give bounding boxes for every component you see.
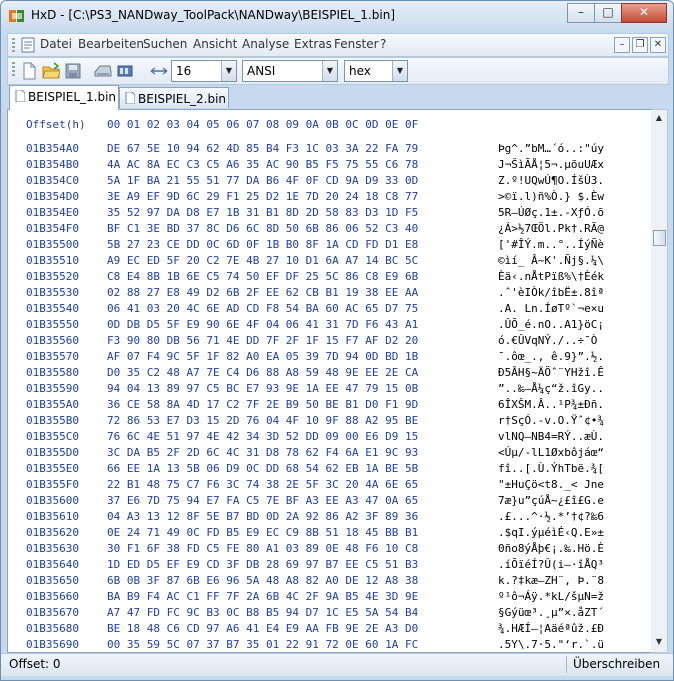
row-offset[interactable]: 01B35670: [26, 606, 79, 619]
row-hex-bytes[interactable]: 3E A9 EF 9D 6C 29 F1 25 D2 1E 7D 20 24 18 C8 77: [107, 190, 419, 203]
hxd-app-icon: [9, 9, 25, 23]
close-icon: ✕: [638, 5, 650, 19]
row-decoded-text[interactable]: .A. Ln.ÍøTº`¬e×u: [498, 302, 604, 315]
row-hex-bytes[interactable]: 76 6C 4E 51 97 4E 42 34 3D 52 DD 09 00 E6 D9 15: [107, 430, 419, 443]
row-decoded-text[interactable]: <Úµ/-lL1Øxbôjáœ“: [498, 446, 604, 459]
offset-column-header: Offset(h): [26, 118, 86, 131]
row-decoded-text[interactable]: .$qI.ýµéìÉ‹Q.E»±: [498, 526, 604, 539]
tab-label: BEISPIEL_2.bin: [138, 92, 227, 106]
row-offset[interactable]: 01B355B0: [26, 414, 79, 427]
close-icon: ✕: [653, 39, 663, 50]
bytes-per-row-value: 16: [176, 64, 192, 78]
title-bar[interactable]: [1, 1, 673, 31]
byte-column-headers: 00 01 02 03 04 05 06 07 08 09 0A 0B 0C 0D 0E 0F: [107, 118, 419, 131]
row-hex-bytes[interactable]: BF C1 3E BD 37 8C D6 6C 8D 50 6B 86 06 52 C3 40: [107, 222, 419, 235]
row-offset[interactable]: 01B354E0: [26, 206, 79, 219]
scroll-up-icon[interactable]: ▲: [655, 113, 663, 122]
row-offset[interactable]: 01B35690: [26, 638, 79, 651]
tab-beispiel-1[interactable]: [9, 85, 119, 110]
charset-value: ANSI: [247, 64, 276, 78]
row-offset[interactable]: 01B354F0: [26, 222, 79, 235]
chevron-down-icon[interactable]: ▼: [322, 61, 337, 81]
row-hex-bytes[interactable]: 3C DA B5 2F 2D 6C 4C 31 D8 78 62 F4 6A E1 9C 93: [107, 446, 419, 459]
row-offset[interactable]: 01B35530: [26, 286, 79, 299]
file-icon: [125, 92, 135, 104]
row-decoded-text[interactable]: ¿Á>½7ŒÖl.Pk†.RÃ@: [498, 222, 604, 235]
row-decoded-text[interactable]: ¯.ôœ_.‚ ê.9}”.½.: [498, 350, 604, 363]
row-offset[interactable]: 01B35620: [26, 526, 79, 539]
row-offset[interactable]: 01B35580: [26, 366, 79, 379]
restore-icon: ❐: [635, 39, 645, 50]
row-hex-bytes[interactable]: BE 18 48 C6 CD 97 A6 41 E4 E9 AA FB 9E 2E A3 D0: [107, 622, 419, 635]
row-hex-bytes[interactable]: 1D ED D5 EF E9 CD 3F DB 28 69 97 B7 EE C5 51 B3: [107, 558, 419, 571]
row-decoded-text[interactable]: 7æ}u”çúÅ~¿£î£G.e: [498, 494, 604, 507]
row-offset[interactable]: 01B355E0: [26, 462, 79, 475]
row-decoded-text[interactable]: k.?‡kæ–ZH¨‚ Þ.¨8: [498, 574, 604, 587]
row-offset[interactable]: 01B354C0: [26, 174, 79, 187]
row-hex-bytes[interactable]: 04 A3 13 12 8F 5E B7 BD 0D 2A 92 86 A2 3F 89 36: [107, 510, 419, 523]
row-decoded-text[interactable]: r†SçÓ.-v.O.Ÿˆ¢•¾: [498, 414, 604, 427]
bytes-per-row-icon: [150, 62, 168, 80]
row-offset[interactable]: 01B35520: [26, 270, 79, 283]
row-offset[interactable]: 01B355A0: [26, 398, 79, 411]
menu-extras[interactable]: Extras: [294, 37, 332, 51]
menu-bar: [7, 33, 669, 57]
row-hex-bytes[interactable]: 35 52 97 DA D8 E7 1B 31 B1 8D 2D 58 83 D3 1D F5: [107, 206, 419, 219]
row-hex-bytes[interactable]: 4A AC 8A EC C3 C5 A6 35 AC 90 B5 F5 75 55 C6 78: [107, 158, 419, 171]
row-decoded-text[interactable]: 5R—ÚØç.1±.-XƒÓ.õ: [498, 206, 604, 219]
status-separator: [566, 656, 567, 673]
window-title: HxD - [C:\PS3_NANDway_ToolPack\NANDway\BEISPIEL_1.bin]: [31, 8, 395, 22]
row-decoded-text[interactable]: ”..‰—Å¼ç“ž.îGy..: [498, 382, 604, 395]
row-hex-bytes[interactable]: D0 35 C2 48 A7 7E C4 D6 88 A8 59 48 9E EE 2E CA: [107, 366, 419, 379]
row-hex-bytes[interactable]: 37 E6 7D 75 94 E7 FA C5 7E BF A3 EE A3 47 0A 65: [107, 494, 419, 507]
row-decoded-text[interactable]: fî..[.Ù.ÝhTbë.¾[: [498, 462, 604, 475]
row-decoded-text[interactable]: ['#ÎÝ.m..°..ÍýÑè: [498, 238, 604, 251]
row-decoded-text[interactable]: .íÕïéÍ?Û(i—·îÅQ³: [498, 558, 604, 571]
row-offset[interactable]: 01B35650: [26, 574, 79, 587]
row-decoded-text[interactable]: "±HuÇö<t8._< Jne: [498, 478, 604, 491]
row-hex-bytes[interactable]: 6B 0B 3F 87 6B E6 96 5A 48 A8 82 A0 DE 12 A8 38: [107, 574, 419, 587]
mdi-minimize-button[interactable]: [614, 37, 630, 53]
status-edit-mode[interactable]: Überschreiben: [573, 657, 661, 671]
save-icon[interactable]: [64, 62, 82, 80]
row-decoded-text[interactable]: º¹ô¬Áÿ.*kL/šµN=ž: [498, 590, 604, 603]
row-decoded-text[interactable]: Þg^.”bM…´ó..:"úy: [498, 142, 604, 155]
row-offset[interactable]: 01B354B0: [26, 158, 79, 171]
row-offset[interactable]: 01B35540: [26, 302, 79, 315]
minimize-icon: –: [578, 5, 584, 19]
row-offset[interactable]: 01B35510: [26, 254, 79, 267]
row-hex-bytes[interactable]: C8 E4 8B 1B 6E C5 74 50 EF DF 25 5C 86 C8 E9 6B: [107, 270, 419, 283]
row-hex-bytes[interactable]: 06 41 03 20 4C 6E AD CD F8 54 BA 60 AC 65 D7 75: [107, 302, 419, 315]
minimize-icon: –: [619, 39, 625, 50]
row-decoded-text[interactable]: J¬ŠìÃÅ¦5¬.µõuUÆx: [498, 158, 604, 171]
row-decoded-text[interactable]: ó.€ÛVqNÝ./..÷¯Ò: [498, 334, 604, 347]
row-hex-bytes[interactable]: F3 90 80 DB 56 71 4E DD 7F 2F 1F 15 F7 AF D2 20: [107, 334, 419, 347]
row-offset[interactable]: 01B354D0: [26, 190, 79, 203]
row-decoded-text[interactable]: ©ìí_ Â~K'.Ñj§.¼\: [498, 254, 604, 267]
maximize-button[interactable]: [594, 3, 622, 23]
row-offset[interactable]: 01B35570: [26, 350, 79, 363]
row-decoded-text[interactable]: §Gýüœ³.¸µ”×.åZT´: [498, 606, 604, 619]
row-decoded-text[interactable]: .£...^·½.*’†¢?‰6: [498, 510, 604, 523]
row-offset[interactable]: 01B35600: [26, 494, 79, 507]
row-hex-bytes[interactable]: DE 67 5E 10 94 62 4D 85 B4 F3 1C 03 3A 22 FA 79: [107, 142, 419, 155]
open-disk-icon[interactable]: [94, 62, 112, 80]
open-ram-icon[interactable]: [116, 62, 134, 80]
maximize-icon: □: [602, 5, 614, 19]
tab-beispiel-2[interactable]: [119, 87, 229, 108]
new-file-icon[interactable]: [20, 62, 38, 80]
row-offset[interactable]: 01B35560: [26, 334, 79, 347]
menubar-grip[interactable]: [12, 38, 15, 52]
row-offset[interactable]: 01B354A0: [26, 142, 79, 155]
row-offset[interactable]: 01B35590: [26, 382, 79, 395]
row-decoded-text[interactable]: 0ño8ýÅþ€¡.‰.Hö.È: [498, 542, 604, 555]
row-decoded-text[interactable]: .5Y\.7·5."‘r.`.ü: [498, 638, 604, 651]
row-offset[interactable]: 01B355C0: [26, 430, 79, 443]
menu-bearbeiten[interactable]: Bearbeiten: [78, 37, 144, 51]
open-folder-icon[interactable]: [42, 62, 60, 80]
bytes-per-row-select[interactable]: [171, 60, 237, 82]
charset-select[interactable]: [242, 60, 338, 82]
row-offset[interactable]: 01B35610: [26, 510, 79, 523]
row-hex-bytes[interactable]: 36 CE 58 8A 4D 17 C2 7F 2E B9 50 BE B1 D0 F1 9D: [107, 398, 419, 411]
mdi-close-button[interactable]: [650, 37, 666, 53]
row-decoded-text[interactable]: ¾.HÆÍ—¦Aäéªûž.£Ð: [498, 622, 604, 635]
file-icon: [15, 90, 25, 102]
mdi-restore-button[interactable]: [632, 37, 648, 53]
tab-label: BEISPIEL_1.bin: [28, 90, 117, 104]
file-tabs: [7, 85, 667, 109]
row-hex-bytes[interactable]: 5B 27 23 CE DD 0C 6D 0F 1B B0 8F 1A CD FD D1 E8: [107, 238, 419, 251]
row-hex-bytes[interactable]: 0E 24 71 49 0C FD B5 E9 EC C9 8B 51 18 45 BB B1: [107, 526, 419, 539]
row-decoded-text[interactable]: vlNQ—NB4=RÝ..æÙ.: [498, 430, 604, 443]
row-offset[interactable]: 01B355D0: [26, 446, 79, 459]
row-hex-bytes[interactable]: 22 B1 48 75 C7 F6 3C 74 38 2E 5F 3C 20 4A 6E 65: [107, 478, 419, 491]
menu-analyse[interactable]: Analyse: [242, 37, 290, 51]
close-button[interactable]: [621, 3, 667, 23]
menu-suchen[interactable]: Suchen: [143, 37, 188, 51]
minimize-button[interactable]: [567, 3, 595, 23]
row-hex-bytes[interactable]: A7 47 FD FC 9C B3 0C B8 B5 94 D7 1C E5 5A 54 B4: [107, 606, 419, 619]
row-decoded-text[interactable]: Ð5ÂH§~ÄÖˆ¨YHžî.Ê: [498, 366, 604, 379]
row-hex-bytes[interactable]: AF 07 F4 9C 5F 1F 82 A0 EA 05 39 7D 94 0D BD 1B: [107, 350, 419, 363]
row-hex-bytes[interactable]: 30 F1 6F 38 FD C5 FE 80 A1 03 89 0E 48 F6 10 C8: [107, 542, 419, 555]
row-hex-bytes[interactable]: BA B9 F4 AC C1 FF 7F 2A 6B 4C 2F 9A B5 4E 3D 9E: [107, 590, 419, 603]
offset-base-value: hex: [349, 64, 371, 78]
menu-datei[interactable]: Datei: [40, 37, 73, 51]
chevron-down-icon[interactable]: ▼: [392, 61, 407, 81]
row-hex-bytes[interactable]: A9 EC ED 5F 20 C2 7E 4B 27 10 D1 6A A7 14 BC 5C: [107, 254, 419, 267]
menu-help[interactable]: ?: [380, 37, 387, 51]
document-system-icon[interactable]: [20, 37, 36, 53]
offset-base-select[interactable]: [344, 60, 408, 82]
row-hex-bytes[interactable]: 5A 1F BA 21 55 51 77 DA B6 4F 0F CD 9A D9 33 0D: [107, 174, 419, 187]
row-offset[interactable]: 01B35500: [26, 238, 79, 251]
row-decoded-text[interactable]: Z.º!UQwÚ¶O.ÍšÙ3.: [498, 174, 604, 187]
hex-editor-view[interactable]: [7, 109, 653, 653]
row-offset[interactable]: 01B35680: [26, 622, 79, 635]
row-decoded-text[interactable]: >©ï.l)ñ%Ò.} $.Èw: [498, 190, 604, 203]
row-decoded-text[interactable]: .ÛÕ_é.nO..A1}öC¡: [498, 318, 604, 331]
row-offset[interactable]: 01B355F0: [26, 478, 79, 491]
row-hex-bytes[interactable]: 02 88 27 E8 49 D2 6B 2F EE 62 CB B1 19 38 EE AA: [107, 286, 419, 299]
scrollbar-thumb[interactable]: [653, 230, 666, 246]
row-decoded-text[interactable]: .ˆ'èIÒk/îbË±.8îª: [498, 286, 604, 299]
row-offset[interactable]: 01B35630: [26, 542, 79, 555]
status-offset: Offset: 0: [9, 657, 61, 671]
status-bar: [1, 653, 673, 676]
row-offset[interactable]: 01B35660: [26, 590, 79, 603]
vertical-scrollbar[interactable]: [651, 109, 668, 653]
toolbar-grip[interactable]: [12, 62, 15, 76]
row-offset[interactable]: 01B35640: [26, 558, 79, 571]
row-hex-bytes[interactable]: 66 EE 1A 13 5B 06 D9 0C DD 68 54 62 EB 1A BE 5B: [107, 462, 419, 475]
toolbar: [7, 57, 669, 85]
menu-ansicht[interactable]: Ansicht: [193, 37, 238, 51]
row-offset[interactable]: 01B35550: [26, 318, 79, 331]
menu-fenster[interactable]: Fenster: [334, 37, 379, 51]
chevron-down-icon[interactable]: ▼: [221, 61, 236, 81]
scroll-down-icon[interactable]: ▼: [655, 637, 663, 646]
row-hex-bytes[interactable]: 0D DB D5 5F E9 90 6E 4F 04 06 41 31 7D F6 43 A1: [107, 318, 419, 331]
row-decoded-text[interactable]: Èä‹.nÅtPïß%\†Èék: [498, 270, 604, 283]
row-hex-bytes[interactable]: 94 04 13 89 97 C5 BC E7 93 9E 1A EE 47 79 15 0B: [107, 382, 419, 395]
row-hex-bytes[interactable]: 00 35 59 5C 07 37 B7 35 01 22 91 72 0E 60 1A FC: [107, 638, 419, 651]
row-decoded-text[interactable]: 6ÎXŠM.Â..¹P¾±Ðñ.: [498, 398, 604, 411]
row-hex-bytes[interactable]: 72 86 53 E7 D3 15 2D 76 04 4F 10 9F 88 A2 95 BE: [107, 414, 419, 427]
